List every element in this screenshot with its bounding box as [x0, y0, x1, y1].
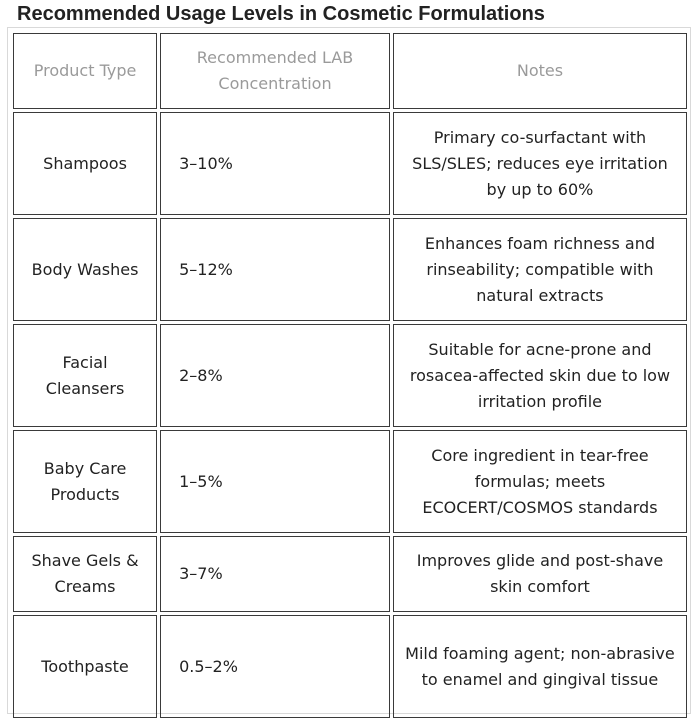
table-row — [13, 615, 687, 718]
table-header-row — [13, 33, 687, 109]
cell-product-type: Baby Care Products — [13, 430, 157, 533]
table-row — [13, 218, 687, 321]
cell-concentration: 5–12% — [160, 218, 390, 321]
table-row — [13, 324, 687, 427]
cell-product-type: Toothpaste — [13, 615, 157, 718]
page-title: Recommended Usage Levels in Cosmetic Formulations — [17, 3, 545, 25]
header-concentration: Recommended LAB Concentration — [160, 33, 390, 109]
cell-concentration: 2–8% — [160, 324, 390, 427]
table-row — [13, 536, 687, 612]
cell-concentration: 3–10% — [160, 112, 390, 215]
cell-notes: Improves glide and post-shave skin comfort — [393, 536, 687, 612]
cell-concentration: 0.5–2% — [160, 615, 390, 718]
cell-notes: Core ingredient in tear-free formulas; meets ECOCERT/COSMOS standards — [393, 430, 687, 533]
cell-product-type: Facial Cleansers — [13, 324, 157, 427]
cell-concentration: 3–7% — [160, 536, 390, 612]
cell-notes: Enhances foam richness and rinseability; compatible with natural extracts — [393, 218, 687, 321]
cell-product-type: Body Washes — [13, 218, 157, 321]
table-row — [13, 112, 687, 215]
cell-notes: Suitable for acne-prone and rosacea-affected skin due to low irritation profile — [393, 324, 687, 427]
cell-product-type: Shampoos — [13, 112, 157, 215]
header-notes: Notes — [393, 33, 687, 109]
cell-concentration: 1–5% — [160, 430, 390, 533]
cell-notes: Primary co-surfactant with SLS/SLES; reduces eye irritation by up to 60% — [393, 112, 687, 215]
table-row — [13, 430, 687, 533]
usage-levels-table — [10, 30, 690, 721]
cell-notes: Mild foaming agent; non-abrasive to enamel and gingival tissue — [393, 615, 687, 718]
header-product-type: Product Type — [13, 33, 157, 109]
usage-table-container — [7, 27, 691, 714]
cell-product-type: Shave Gels & Creams — [13, 536, 157, 612]
